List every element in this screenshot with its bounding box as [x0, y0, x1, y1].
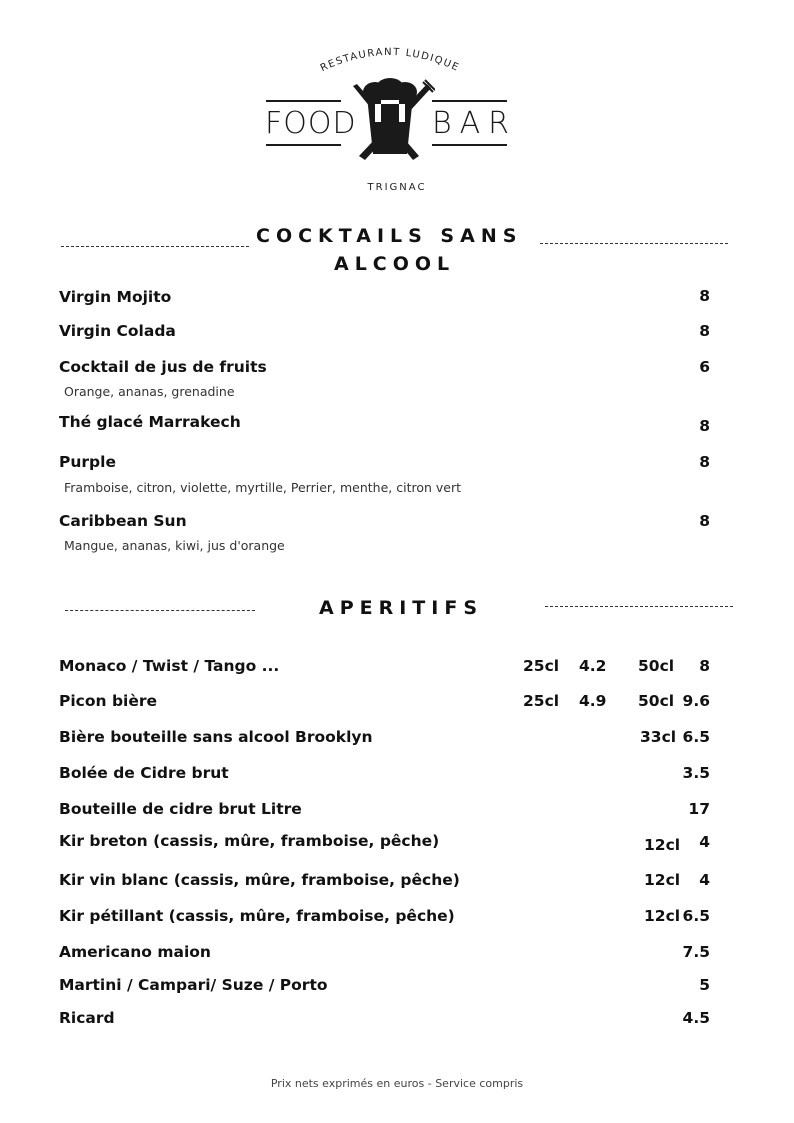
menu-item-name: Martini / Campari/ Suze / Porto	[59, 976, 328, 994]
logo-arc-text	[300, 40, 480, 80]
menu-item-volume: 12cl	[644, 907, 681, 925]
section-title-line2: ALCOOL	[334, 253, 456, 275]
menu-item-price: 3.5	[682, 764, 710, 782]
menu-item-price: 5	[699, 976, 710, 994]
menu-item-name: Americano maion	[59, 943, 211, 961]
menu-item-price: 4.9	[579, 692, 607, 710]
menu-item-description: Framboise, citron, violette, myrtille, Perrier, menthe, citron vert	[64, 480, 462, 495]
menu-item-price: 17	[688, 800, 710, 818]
logo-rule-left-bottom	[266, 144, 341, 146]
divider-right	[540, 243, 728, 244]
menu-item-volume: 25cl	[523, 692, 560, 710]
menu-item-name: Thé glacé Marrakech	[59, 413, 241, 431]
menu-item-name: Kir vin blanc (cassis, mûre, framboise, pêche)	[59, 871, 460, 889]
menu-item-volume: 12cl	[644, 836, 681, 854]
logo-rule-left-top	[266, 100, 341, 102]
logo-city: TRIGNAC	[367, 182, 427, 193]
footer-note: Prix nets exprimés en euros - Service compris	[270, 1077, 524, 1090]
menu-item-name: Bouteille de cidre brut Litre	[59, 800, 302, 818]
menu-item-price: 8	[699, 657, 710, 675]
svg-text:RESTAURANT LUDIQUE: RESTAURANT LUDIQUE	[318, 46, 462, 75]
menu-item-description: Orange, ananas, grenadine	[64, 384, 235, 399]
menu-item-price: 8	[699, 322, 710, 340]
menu-item-description: Mangue, ananas, kiwi, jus d'orange	[64, 538, 285, 553]
logo-word-food: FOOD	[265, 106, 357, 141]
menu-item-name: Virgin Colada	[59, 322, 176, 340]
menu-item-name: Purple	[59, 453, 116, 471]
menu-item-name: Kir breton (cassis, mûre, framboise, pêche)	[59, 832, 440, 850]
menu-item-name: Picon bière	[59, 692, 158, 710]
section-title-line1: COCKTAILS SANS	[256, 225, 523, 247]
logo-rule-right-bottom	[432, 144, 507, 146]
menu-item-name: Ricard	[59, 1009, 115, 1027]
divider-right	[545, 606, 733, 607]
logo-rule-right-top	[432, 100, 507, 102]
menu-item-name: Bière bouteille sans alcool Brooklyn	[59, 728, 373, 746]
divider-left	[65, 610, 255, 611]
menu-item-name: Caribbean Sun	[59, 512, 187, 530]
menu-item-price: 4	[699, 833, 710, 851]
menu-item-price: 7.5	[682, 943, 710, 961]
menu-item-name: Monaco / Twist / Tango ...	[59, 657, 280, 675]
menu-item-price: 4	[699, 871, 710, 889]
menu-item-price: 4.5	[682, 1009, 710, 1027]
menu-item-price: 6.5	[682, 728, 710, 746]
divider-left	[61, 246, 249, 247]
beer-mug-icon	[345, 78, 435, 162]
menu-item-name: Virgin Mojito	[59, 288, 172, 306]
menu-item-price: 6	[699, 358, 710, 376]
menu-item-price: 8	[699, 417, 710, 435]
menu-item-price: 8	[699, 453, 710, 471]
menu-item-volume: 50cl	[638, 657, 675, 675]
menu-item-name: Cocktail de jus de fruits	[59, 358, 267, 376]
menu-item-volume: 12cl	[644, 871, 681, 889]
section-title: APERITIFS	[319, 597, 484, 619]
menu-item-price: 6.5	[682, 907, 710, 925]
menu-item-name: Bolée de Cidre brut	[59, 764, 229, 782]
menu-item-price: 8	[699, 287, 710, 305]
menu-item-price: 4.2	[579, 657, 607, 675]
menu-item-price: 8	[699, 512, 710, 530]
menu-item-volume: 33cl	[640, 728, 677, 746]
menu-item-volume: 25cl	[523, 657, 560, 675]
menu-item-name: Kir pétillant (cassis, mûre, framboise, pêche)	[59, 907, 455, 925]
menu-item-price: 9.6	[682, 692, 710, 710]
menu-item-volume: 50cl	[638, 692, 675, 710]
logo-word-bar: BAR	[432, 106, 518, 141]
